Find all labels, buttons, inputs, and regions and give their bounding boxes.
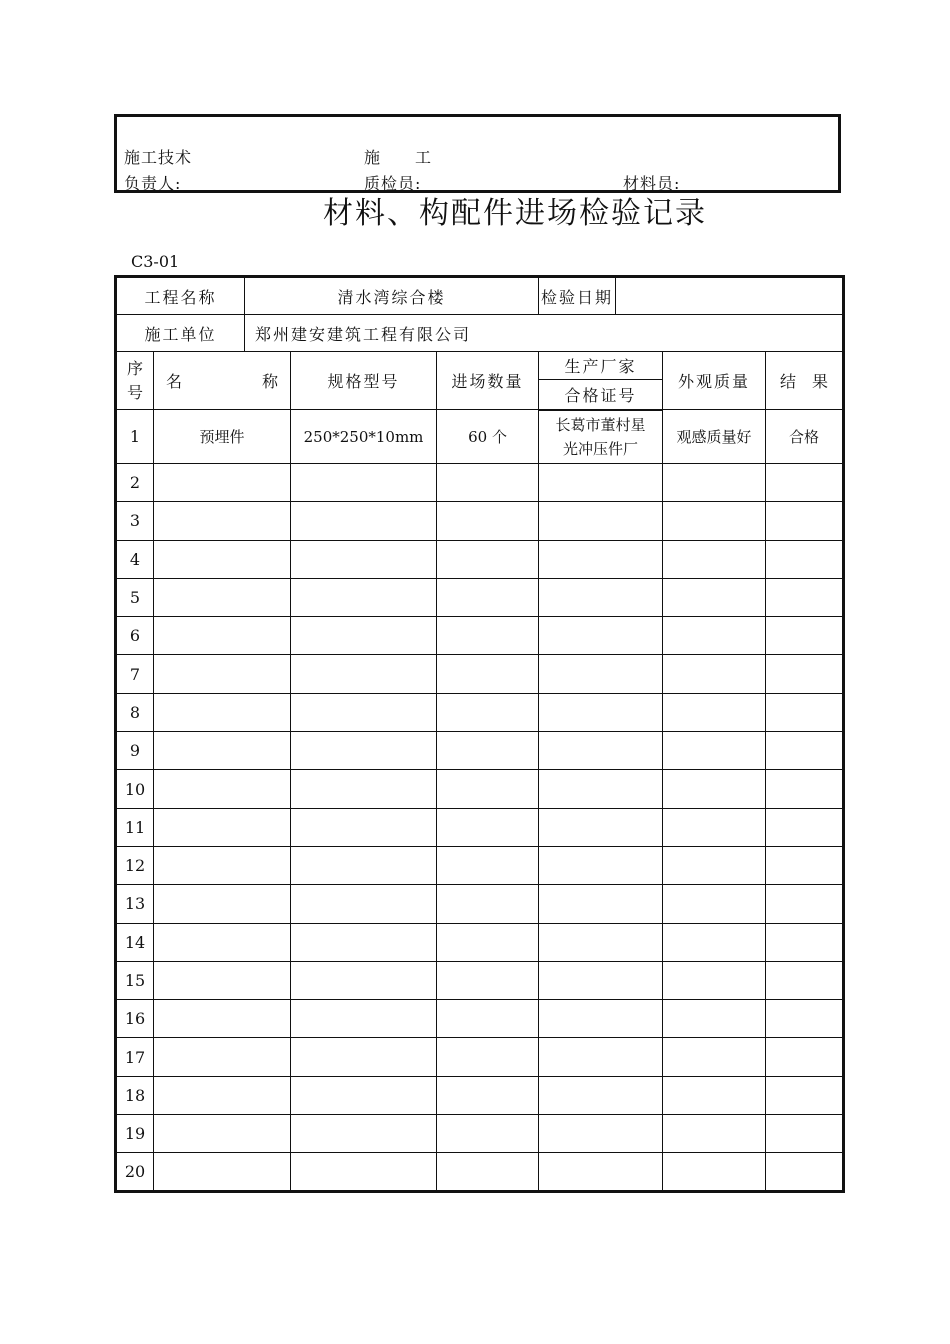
row-quantity	[437, 732, 539, 770]
table-row	[116, 808, 844, 846]
row-result	[766, 1038, 844, 1076]
table-row	[116, 846, 844, 884]
row-maker-line1: 长葛市董村星	[555, 415, 646, 434]
row-index: 13	[116, 885, 154, 923]
row-maker	[539, 885, 663, 923]
row-spec	[291, 885, 437, 923]
row-material-name	[154, 846, 291, 884]
row-index: 10	[116, 770, 154, 808]
row-index: 12	[116, 846, 154, 884]
row-appearance	[663, 540, 766, 578]
row-index: 7	[116, 655, 154, 693]
row-quantity	[437, 1076, 539, 1114]
row-maker	[539, 1038, 663, 1076]
row-index: 2	[116, 464, 154, 502]
row-material-name: 预埋件	[154, 410, 291, 464]
row-spec	[291, 808, 437, 846]
row-index: 18	[116, 1076, 154, 1114]
table-row	[116, 502, 844, 540]
row-appearance	[663, 502, 766, 540]
name-header-left: 名	[166, 372, 183, 391]
row-result	[766, 961, 844, 999]
row-spec: 250*250*10mm	[291, 410, 437, 464]
inspect-date-value	[616, 277, 844, 315]
row-maker	[539, 1153, 663, 1191]
row-result	[766, 502, 844, 540]
table-row	[116, 961, 844, 999]
row-index: 17	[116, 1038, 154, 1076]
row-maker	[539, 410, 663, 464]
row-appearance: 观感质量好	[663, 410, 766, 464]
row-material-name	[154, 1153, 291, 1191]
row-spec	[291, 502, 437, 540]
row-result	[766, 808, 844, 846]
maker-header: 生产厂家	[539, 352, 663, 380]
row-quantity	[437, 808, 539, 846]
row-quantity	[437, 655, 539, 693]
row-result	[766, 1076, 844, 1114]
row-quantity	[437, 502, 539, 540]
row-index: 11	[116, 808, 154, 846]
row-result	[766, 846, 844, 884]
row-spec	[291, 732, 437, 770]
row-index: 15	[116, 961, 154, 999]
row-result	[766, 885, 844, 923]
row-quantity	[437, 846, 539, 884]
row-result	[766, 1115, 844, 1153]
table-row	[116, 885, 844, 923]
row-result	[766, 693, 844, 731]
row-spec	[291, 1038, 437, 1076]
row-maker-line2: 光冲压件厂	[563, 439, 639, 458]
row-spec	[291, 1153, 437, 1191]
row-result	[766, 578, 844, 616]
material-clerk-label: 材料员:	[623, 174, 681, 193]
table-body	[116, 410, 844, 1192]
row-material-name	[154, 578, 291, 616]
document-title: 材料、构配件进场检验记录	[323, 196, 707, 231]
row-quantity	[437, 1000, 539, 1038]
row-result	[766, 770, 844, 808]
row-index: 16	[116, 1000, 154, 1038]
certificate-header: 合格证号	[539, 380, 663, 410]
inspect-date-label: 检验日期	[539, 277, 616, 315]
table-row	[116, 1038, 844, 1076]
row-quantity	[437, 693, 539, 731]
row-quantity	[437, 1038, 539, 1076]
row-spec	[291, 1076, 437, 1114]
row-spec	[291, 578, 437, 616]
row-appearance	[663, 464, 766, 502]
row-maker	[539, 655, 663, 693]
table-row	[116, 655, 844, 693]
row-result	[766, 1153, 844, 1191]
row-material-name	[154, 885, 291, 923]
row-quantity	[437, 885, 539, 923]
row-material-name	[154, 1076, 291, 1114]
row-material-name	[154, 923, 291, 961]
row-result	[766, 540, 844, 578]
row-material-name	[154, 693, 291, 731]
row-material-name	[154, 464, 291, 502]
project-name-value: 清水湾综合楼	[245, 277, 539, 315]
row-spec	[291, 655, 437, 693]
row-index: 8	[116, 693, 154, 731]
row-maker	[539, 693, 663, 731]
row-material-name	[154, 961, 291, 999]
row-spec	[291, 464, 437, 502]
row-appearance	[663, 693, 766, 731]
table-row	[116, 923, 844, 961]
signature-box	[114, 114, 841, 193]
row-quantity	[437, 578, 539, 616]
row-material-name	[154, 540, 291, 578]
row-index: 6	[116, 617, 154, 655]
table-row	[116, 770, 844, 808]
project-name-label: 工程名称	[116, 277, 245, 315]
row-quantity	[437, 617, 539, 655]
row-index: 20	[116, 1153, 154, 1191]
row-maker	[539, 1076, 663, 1114]
quantity-header: 进场数量	[437, 352, 539, 410]
tech-lead-label-line1: 施工技术	[124, 148, 193, 167]
row-spec	[291, 1115, 437, 1153]
row-quantity	[437, 1153, 539, 1191]
row-quantity	[437, 770, 539, 808]
row-appearance	[663, 732, 766, 770]
row-index: 1	[116, 410, 154, 464]
document-code: C3-01	[131, 252, 180, 271]
row-spec	[291, 617, 437, 655]
table-row	[116, 1000, 844, 1038]
name-header-right: 称	[262, 372, 279, 391]
table-row	[116, 410, 844, 464]
row-quantity	[437, 464, 539, 502]
table-row	[116, 1076, 844, 1114]
row-spec	[291, 846, 437, 884]
row-quantity	[437, 923, 539, 961]
row-spec	[291, 1000, 437, 1038]
row-index: 14	[116, 923, 154, 961]
row-quantity	[437, 961, 539, 999]
row-index: 9	[116, 732, 154, 770]
contractor-label: 施工单位	[116, 315, 245, 352]
row-material-name	[154, 1038, 291, 1076]
row-material-name	[154, 502, 291, 540]
row-index: 3	[116, 502, 154, 540]
row-maker	[539, 923, 663, 961]
row-appearance	[663, 1115, 766, 1153]
row-appearance	[663, 808, 766, 846]
row-maker	[539, 808, 663, 846]
row-maker	[539, 732, 663, 770]
row-result	[766, 732, 844, 770]
row-material-name	[154, 1000, 291, 1038]
row-appearance	[663, 1153, 766, 1191]
row-material-name	[154, 770, 291, 808]
name-header	[154, 352, 291, 410]
row-maker	[539, 770, 663, 808]
row-spec	[291, 770, 437, 808]
row-spec	[291, 540, 437, 578]
row-maker	[539, 617, 663, 655]
row-maker	[539, 464, 663, 502]
table-row	[116, 732, 844, 770]
row-appearance	[663, 846, 766, 884]
table-row	[116, 464, 844, 502]
inspection-record-table	[114, 275, 845, 1193]
row-appearance	[663, 770, 766, 808]
row-index: 4	[116, 540, 154, 578]
row-appearance	[663, 1000, 766, 1038]
column-header-row	[116, 352, 844, 380]
row-maker	[539, 1000, 663, 1038]
index-header-bottom: 号	[126, 382, 143, 402]
row-spec	[291, 961, 437, 999]
row-material-name	[154, 1115, 291, 1153]
quality-inspector-label: 质检员:	[364, 174, 422, 193]
row-result	[766, 1000, 844, 1038]
table-row	[116, 540, 844, 578]
row-material-name	[154, 808, 291, 846]
row-result	[766, 617, 844, 655]
table-row	[116, 693, 844, 731]
index-header-top: 序	[126, 358, 143, 378]
row-appearance	[663, 655, 766, 693]
row-spec	[291, 923, 437, 961]
row-appearance	[663, 923, 766, 961]
row-quantity: 60 个	[437, 410, 539, 464]
row-result: 合格	[766, 410, 844, 464]
row-quantity	[437, 540, 539, 578]
appearance-header: 外观质量	[663, 352, 766, 410]
row-material-name	[154, 617, 291, 655]
row-maker	[539, 961, 663, 999]
project-name-row	[116, 277, 844, 315]
contractor-row	[116, 315, 844, 352]
table-row	[116, 617, 844, 655]
index-header	[116, 352, 154, 410]
row-maker	[539, 846, 663, 884]
row-index: 19	[116, 1115, 154, 1153]
row-appearance	[663, 578, 766, 616]
row-maker	[539, 578, 663, 616]
row-material-name	[154, 732, 291, 770]
table-row	[116, 578, 844, 616]
row-maker	[539, 540, 663, 578]
row-appearance	[663, 885, 766, 923]
row-index: 5	[116, 578, 154, 616]
row-material-name	[154, 655, 291, 693]
row-result	[766, 464, 844, 502]
row-appearance	[663, 617, 766, 655]
row-maker	[539, 502, 663, 540]
tech-lead-label-line2: 负责人:	[124, 174, 182, 193]
spec-header: 规格型号	[291, 352, 437, 410]
contractor-value: 郑州建安建筑工程有限公司	[245, 315, 844, 352]
row-appearance	[663, 1076, 766, 1114]
construction-label-line1: 施 工	[364, 148, 433, 167]
result-header: 结 果	[766, 352, 844, 410]
row-appearance	[663, 961, 766, 999]
row-quantity	[437, 1115, 539, 1153]
row-appearance	[663, 1038, 766, 1076]
row-result	[766, 655, 844, 693]
table-row	[116, 1115, 844, 1153]
table-row	[116, 1153, 844, 1191]
row-maker	[539, 1115, 663, 1153]
row-spec	[291, 693, 437, 731]
row-result	[766, 923, 844, 961]
